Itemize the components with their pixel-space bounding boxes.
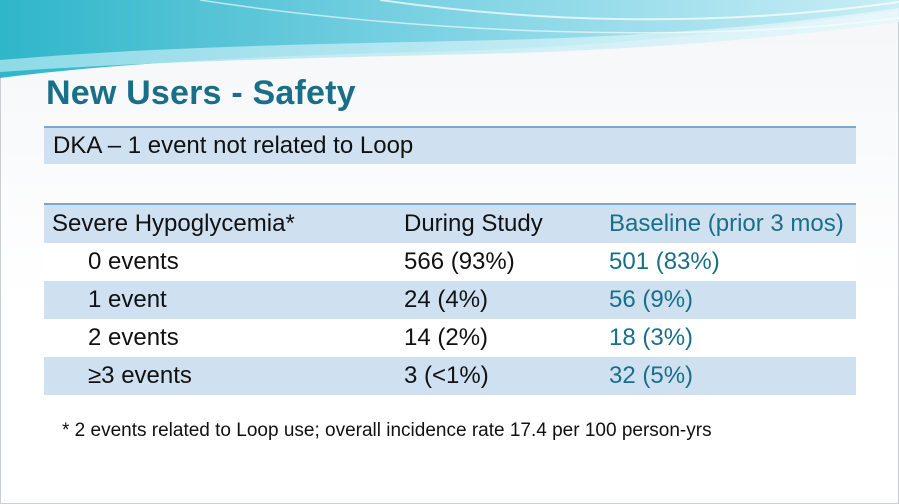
row-label: ≥3 events bbox=[88, 362, 192, 389]
table-row bbox=[44, 357, 856, 395]
row-during: 24 (4%) bbox=[404, 286, 489, 313]
row-label: 0 events bbox=[88, 248, 179, 275]
table-row bbox=[44, 281, 856, 319]
row-label: 2 events bbox=[88, 324, 179, 351]
row-during: 3 (<1%) bbox=[404, 362, 489, 389]
row-baseline: 56 (9%) bbox=[609, 286, 694, 313]
row-baseline: 18 (3%) bbox=[609, 324, 694, 351]
header-baseline: Baseline (prior 3 mos) bbox=[609, 204, 856, 243]
row-label: 1 event bbox=[88, 286, 167, 313]
header-severe-hypoglycemia: Severe Hypoglycemia* bbox=[44, 204, 404, 243]
header-during-study: During Study bbox=[404, 204, 609, 243]
table-header-row bbox=[44, 204, 856, 243]
table-row bbox=[44, 243, 856, 281]
row-baseline: 32 (5%) bbox=[609, 362, 694, 389]
row-during: 566 (93%) bbox=[404, 248, 515, 275]
footnote: * 2 events related to Loop use; overall incidence rate 17.4 per 100 person-yrs bbox=[62, 420, 712, 441]
hypoglycemia-table bbox=[44, 203, 856, 395]
page-title: New Users - Safety bbox=[46, 74, 356, 112]
dka-note: DKA – 1 event not related to Loop bbox=[44, 126, 856, 164]
row-baseline: 501 (83%) bbox=[609, 248, 720, 275]
table-row bbox=[44, 319, 856, 357]
header-wave-decoration bbox=[0, 0, 899, 80]
row-during: 14 (2%) bbox=[404, 324, 489, 351]
